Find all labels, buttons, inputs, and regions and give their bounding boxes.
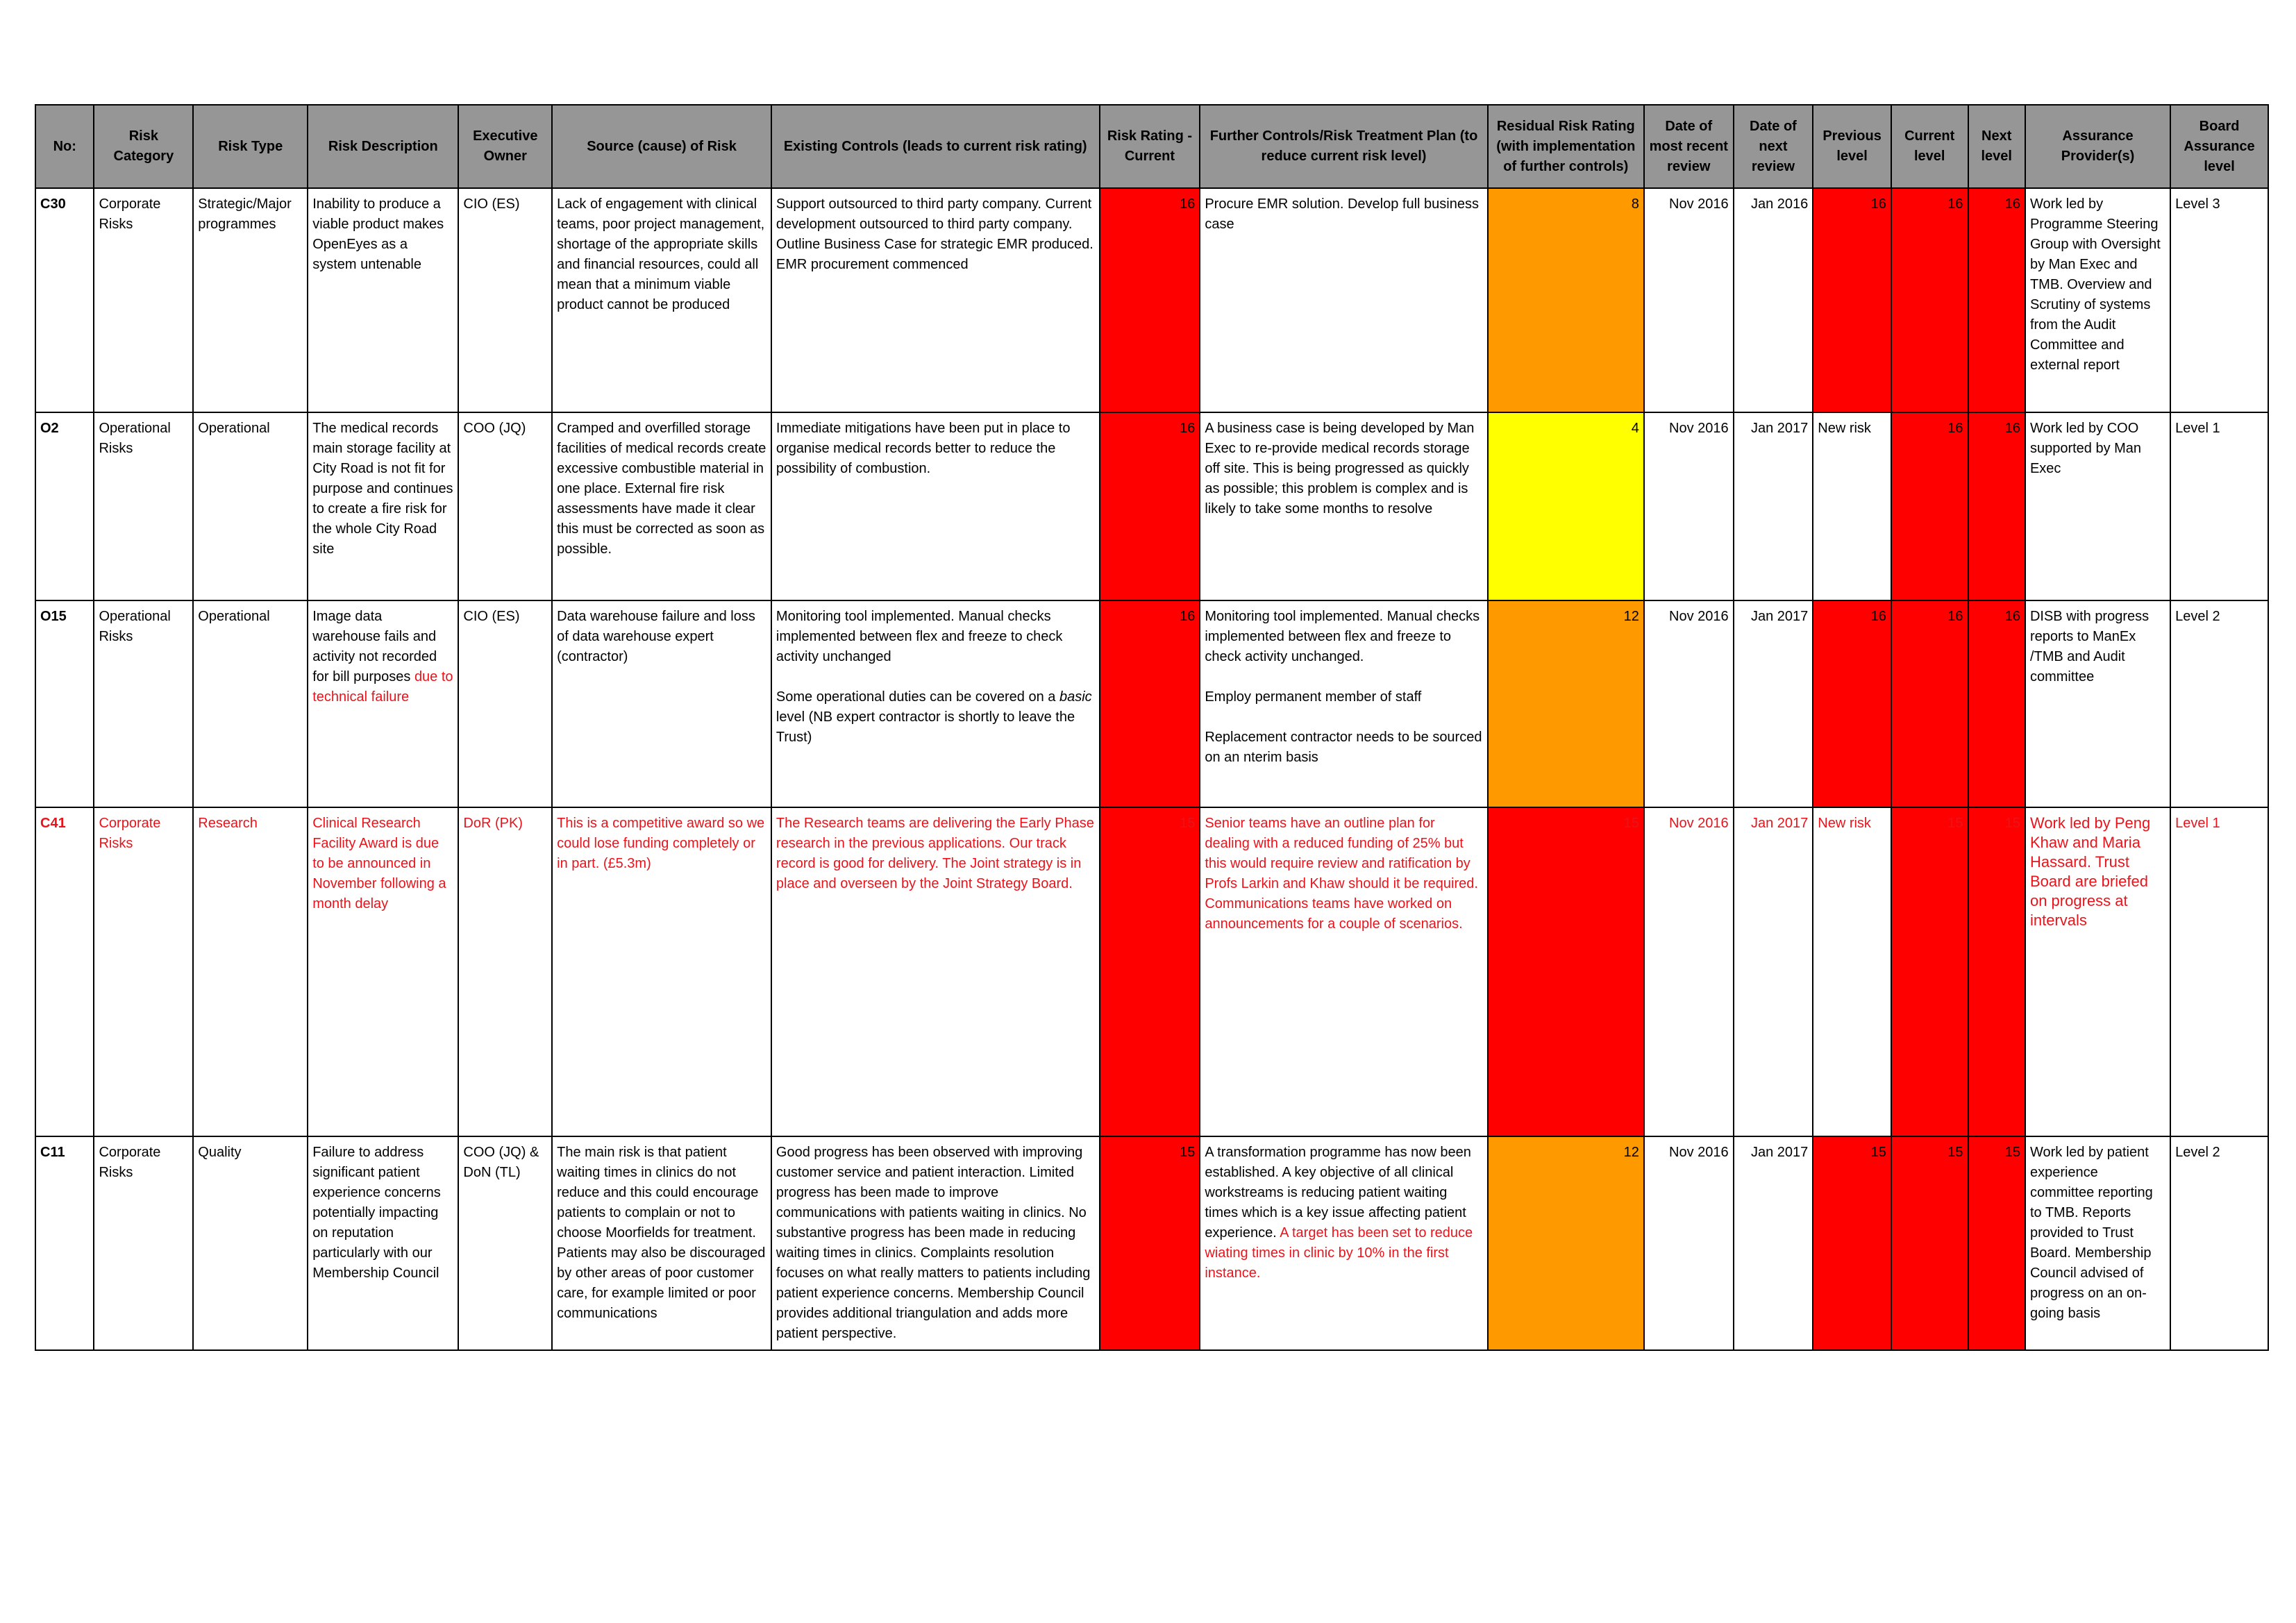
existing-controls-para-2b: basic [1059,689,1092,705]
risk-description: The medical records main storage facility at City Road is not fit for purpose and continues to create a fire risk for the whole City Road site [308,412,458,600]
col-header-date-next-review: Date of next review [1734,105,1813,188]
col-header-risk-type: Risk Type [193,105,308,188]
further-controls: Procure EMR solution. Develop full business case [1200,188,1487,412]
next-level: 16 [1968,188,2025,412]
date-next-review: Jan 2017 [1734,807,1813,1136]
risk-source: This is a competitive award so we could lose funding completely or in part. (£5.3m) [552,807,771,1136]
risk-source: Data warehouse failure and loss of data warehouse expert (contractor) [552,600,771,807]
risk-id: O15 [35,600,94,807]
further-controls: A business case is being developed by Man Exec to re-provide medical records storage off site. This is being progressed as quickly as possible; this problem is complex and is likely to take some months to resolve [1200,412,1487,600]
assurance-providers: Work led by Programme Steering Group with Oversight by Man Exec and TMB. Overview and Scrutiny of systems from the Audit Committee and external report [2025,188,2170,412]
current-level: 16 [1891,412,1968,600]
col-header-risk-category: Risk Category [94,105,193,188]
executive-owner: CIO (ES) [458,600,552,807]
risk-id: C41 [35,807,94,1136]
risk-category: Corporate Risks [94,807,193,1136]
risk-rating-current: 15 [1100,807,1200,1136]
risk-category: Operational Risks [94,412,193,600]
col-header-existing-controls: Existing Controls (leads to current risk rating) [771,105,1100,188]
col-header-risk-rating-current: Risk Rating - Current [1100,105,1200,188]
board-assurance-level: Level 2 [2170,600,2268,807]
table-row [35,807,2268,1136]
risk-type: Operational [193,412,308,600]
header-row [35,105,2268,188]
board-assurance-level: Level 1 [2170,807,2268,1136]
assurance-providers: DISB with progress reports to ManEx /TMB and Audit committee [2025,600,2170,807]
existing-controls: Good progress has been observed with improving customer service and patient interaction. Limited progress has been made to improve communications with patients waiting in clinics. No substantive progress has been made in reducing waiting times in clinics. Complaints resolution focuses on what really matters to patients including patient experience concerns. Membership Council provides additional triangulation and adds more patient perspective. [771,1136,1100,1350]
executive-owner: DoR (PK) [458,807,552,1136]
residual-risk-rating: 4 [1488,412,1644,600]
residual-risk-rating: 12 [1488,1136,1644,1350]
executive-owner: COO (JQ) & DoN (TL) [458,1136,552,1350]
previous-level: 16 [1813,600,1891,807]
residual-risk-rating: 15 [1488,807,1644,1136]
col-header-next-level: Next level [1968,105,2025,188]
risk-category: Corporate Risks [94,188,193,412]
next-level: 16 [1968,412,2025,600]
assurance-providers: Work led by COO supported by Man Exec [2025,412,2170,600]
risk-type: Operational [193,600,308,807]
risk-type: Strategic/Major programmes [193,188,308,412]
table-row [35,600,2268,807]
risk-register-sheet [35,104,2269,1351]
board-assurance-level: Level 1 [2170,412,2268,600]
board-assurance-level: Level 2 [2170,1136,2268,1350]
col-header-further-controls: Further Controls/Risk Treatment Plan (to reduce current risk level) [1200,105,1487,188]
risk-type: Research [193,807,308,1136]
risk-description-update: due to technical failure [312,669,453,705]
risk-description-text: Image data warehouse fails and activity not recorded for bill purposes [312,609,437,684]
date-recent-review: Nov 2016 [1644,807,1734,1136]
residual-risk-rating: 12 [1488,600,1644,807]
current-level: 16 [1891,188,1968,412]
further-controls-update: A target has been set to reduce wiating times in clinic by 10% in the first instance. [1205,1225,1473,1281]
risk-id: C30 [35,188,94,412]
risk-description: Inability to produce a viable product makes OpenEyes as a system untenable [308,188,458,412]
next-level: 16 [1968,600,2025,807]
date-recent-review: Nov 2016 [1644,600,1734,807]
existing-controls-para-2c: level (NB expert contractor is shortly to leave the Trust) [776,709,1075,745]
existing-controls: Support outsourced to third party company. Current development outsourced to third party company. Outline Business Case for strategic EMR produced. EMR procurement commenced [771,188,1100,412]
assurance-providers: Work led by Peng Khaw and Maria Hassard. Trust Board are briefed on progress at intervals [2025,807,2170,1136]
residual-risk-rating: 8 [1488,188,1644,412]
date-next-review: Jan 2016 [1734,188,1813,412]
col-header-risk-description: Risk Description [308,105,458,188]
board-assurance-level: Level 3 [2170,188,2268,412]
col-header-date-recent-review: Date of most recent review [1644,105,1734,188]
assurance-providers: Work led by patient experience committee reporting to TMB. Reports provided to Trust Board. Membership Council advised of progress on an on-going basis [2025,1136,2170,1350]
previous-level: New risk [1813,807,1891,1136]
date-recent-review: Nov 2016 [1644,412,1734,600]
further-controls-para-1: Monitoring tool implemented. Manual checks implemented between flex and freeze to check activity unchanged. [1205,609,1480,664]
existing-controls: The Research teams are delivering the Early Phase research in the previous applications. Our track record is good for delivery. The Joint strategy is in place and overseen by the Joint Strategy Board. [771,807,1100,1136]
col-header-assurance-providers: Assurance Provider(s) [2025,105,2170,188]
next-level: 15 [1968,807,2025,1136]
date-recent-review: Nov 2016 [1644,188,1734,412]
table-row [35,1136,2268,1350]
risk-source: Lack of engagement with clinical teams, poor project management, shortage of the appropriate skills and financial resources, could all mean that a minimum viable product cannot be produced [552,188,771,412]
current-level: 15 [1891,1136,1968,1350]
date-recent-review: Nov 2016 [1644,1136,1734,1350]
existing-controls-para-1: Monitoring tool implemented. Manual checks implemented between flex and freeze to check activity unchanged [776,609,1063,664]
risk-rating-current: 15 [1100,1136,1200,1350]
risk-source: Cramped and overfilled storage facilities of medical records create excessive combustible material in one place. External fire risk assessments have made it clear this must be corrected as soon as possible. [552,412,771,600]
risk-type: Quality [193,1136,308,1350]
existing-controls: Immediate mitigations have been put in place to organise medical records better to reduce the possibility of combustion. [771,412,1100,600]
previous-level: 16 [1813,188,1891,412]
risk-category: Corporate Risks [94,1136,193,1350]
risk-description [308,600,458,807]
risk-source: The main risk is that patient waiting times in clinics do not reduce and this could encourage patients to complain or not to choose Moorfields for treatment. Patients may also be discouraged by other areas of poor customer care, for example limited or poor communications [552,1136,771,1350]
col-header-no: No: [35,105,94,188]
risk-id: O2 [35,412,94,600]
previous-level: 15 [1813,1136,1891,1350]
risk-rating-current: 16 [1100,412,1200,600]
table-row [35,188,2268,412]
current-level: 16 [1891,600,1968,807]
risk-rating-current: 16 [1100,188,1200,412]
executive-owner: CIO (ES) [458,188,552,412]
col-header-residual-risk-rating: Residual Risk Rating (with implementation of further controls) [1488,105,1644,188]
col-header-current-level: Current level [1891,105,1968,188]
col-header-board-assurance-level: Board Assurance level [2170,105,2268,188]
further-controls [1200,600,1487,807]
further-controls-para-2: Employ permanent member of staff [1205,689,1422,705]
risk-id: C11 [35,1136,94,1350]
risk-category: Operational Risks [94,600,193,807]
further-controls-text: A transformation programme has now been established. A key objective of all clinical workstreams is reducing patient waiting times which is a key issue affecting patient experience. [1205,1145,1471,1241]
existing-controls [771,600,1100,807]
risk-rating-current: 16 [1100,600,1200,807]
risk-register-table [35,104,2269,1351]
col-header-source: Source (cause) of Risk [552,105,771,188]
risk-description: Clinical Research Facility Award is due to be announced in November following a month delay [308,807,458,1136]
next-level: 15 [1968,1136,2025,1350]
existing-controls-para-2a: Some operational duties can be covered on a [776,689,1056,705]
risk-description: Failure to address significant patient experience concerns potentially impacting on reputation particularly with our Membership Council [308,1136,458,1350]
current-level: 15 [1891,807,1968,1136]
further-controls: Senior teams have an outline plan for dealing with a reduced funding of 25% but this would require review and ratification by Profs Larkin and Khaw should it be required. Communications teams have worked on announcements for a couple of scenarios. [1200,807,1487,1136]
previous-level: New risk [1813,412,1891,600]
date-next-review: Jan 2017 [1734,600,1813,807]
table-row [35,412,2268,600]
col-header-executive-owner: Executive Owner [458,105,552,188]
further-controls-para-3: Replacement contractor needs to be sourced on an nterim basis [1205,730,1482,765]
col-header-previous-level: Previous level [1813,105,1891,188]
further-controls [1200,1136,1487,1350]
date-next-review: Jan 2017 [1734,412,1813,600]
date-next-review: Jan 2017 [1734,1136,1813,1350]
executive-owner: COO (JQ) [458,412,552,600]
